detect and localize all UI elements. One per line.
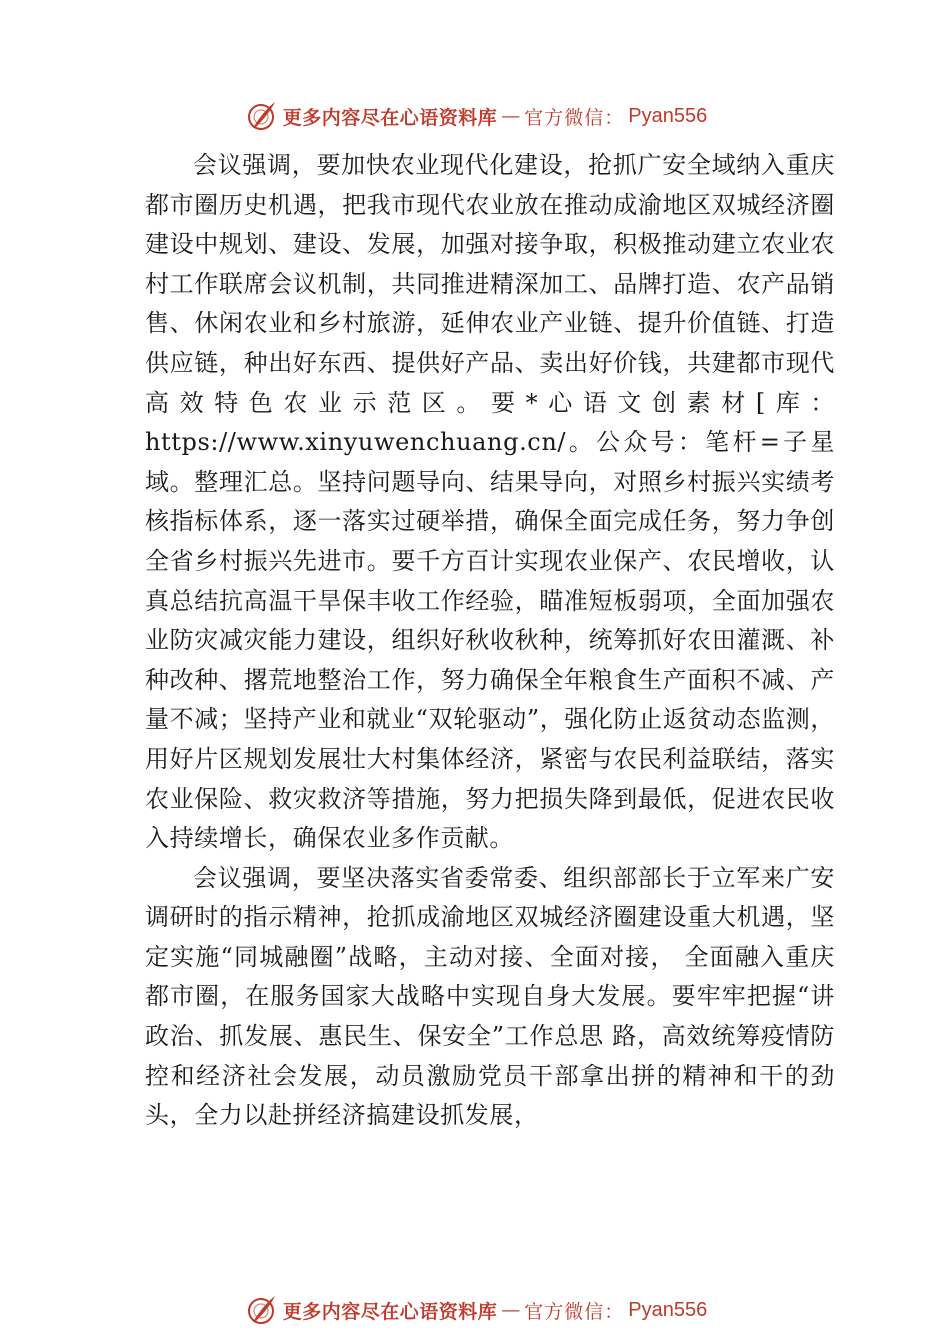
banner-dash: — (501, 1299, 521, 1321)
banner-wechat-label: 官方微信： (524, 106, 625, 129)
banner-dash: — (501, 105, 521, 127)
quill-logo-icon (243, 98, 279, 134)
paragraph: 会议强调，要坚决落实省委常委、组织部部长于立军来广安调研时的指示精神，抢抓成渝地区双城经济圈建设重大机遇，坚定实施“同城融圈”战略，主动对接、全面对接， 全面融入重庆都市圈，在服务国家大战略中实现自身大发展。要牢牢把握“讲政治、抓发展、惠民生、保安全”工作总思 路，高效统筹疫情防控和经济社会发展，动员激励党员干部拿出拼的精神和干的劲头，全力以赴拼经济搞建设抓发展， (145, 863, 835, 1130)
quill-logo-icon (243, 1292, 279, 1328)
banner-title: 更多内容尽在心语资料库 (282, 106, 498, 129)
paragraph: 会议强调，要加快农业现代化建设，抢抓广安全域纳入重庆都市圈历史机遇，把我市现代农业放在推动成渝地区双城经济圈建设中规划、建设、发展，加强对接争取，积极推动建立农业农村工作联席会议机制，共同推进精深加工、品牌打造、农产品销售、休闲农业和乡村旅游，延伸农业产业链、提升价值链、打造供应链，种出好东西、提供好产品、卖出好价钱，共建都市现代高效特色农业示范区。要*心语文创素材[库：https://www.xinyuwenchuang.cn/。公众号：笔杆=子星域。整理汇总。坚持问题导向、结果导向，对照乡村振兴实绩考核指标体系，逐一落实过硬举措，确保全面完成任务，努力争创全省乡村振兴先进市。要千方百计实现农业保产、农民增收，认真总结抗高温干旱保丰收工作经验，瞄准短板弱项，全面加强农业防灾减灾能力建设，组织好秋收秋种，统筹抓好农田灌溉、补种改种、撂荒地整治工作，努力确保全年粮食生产面积不减、产量不减；坚持产业和就业“双轮驱动”，强化防止返贫动态监测，用好片区规划发展壮大村集体经济，紧密与农民利益联结，落实农业保险、救灾救济等措施，努力把损失降到最低，促进农民收入持续增长，确保农业多作贡献。 (145, 151, 835, 853)
banner-wechat-id: Pyan556 (628, 104, 708, 127)
header-banner (0, 94, 950, 138)
footer-banner (0, 1288, 950, 1332)
banner-wechat-id: Pyan556 (628, 1298, 708, 1321)
banner-title: 更多内容尽在心语资料库 (282, 1300, 498, 1323)
document-body (145, 146, 835, 1136)
banner-wechat-label: 官方微信： (524, 1300, 625, 1323)
